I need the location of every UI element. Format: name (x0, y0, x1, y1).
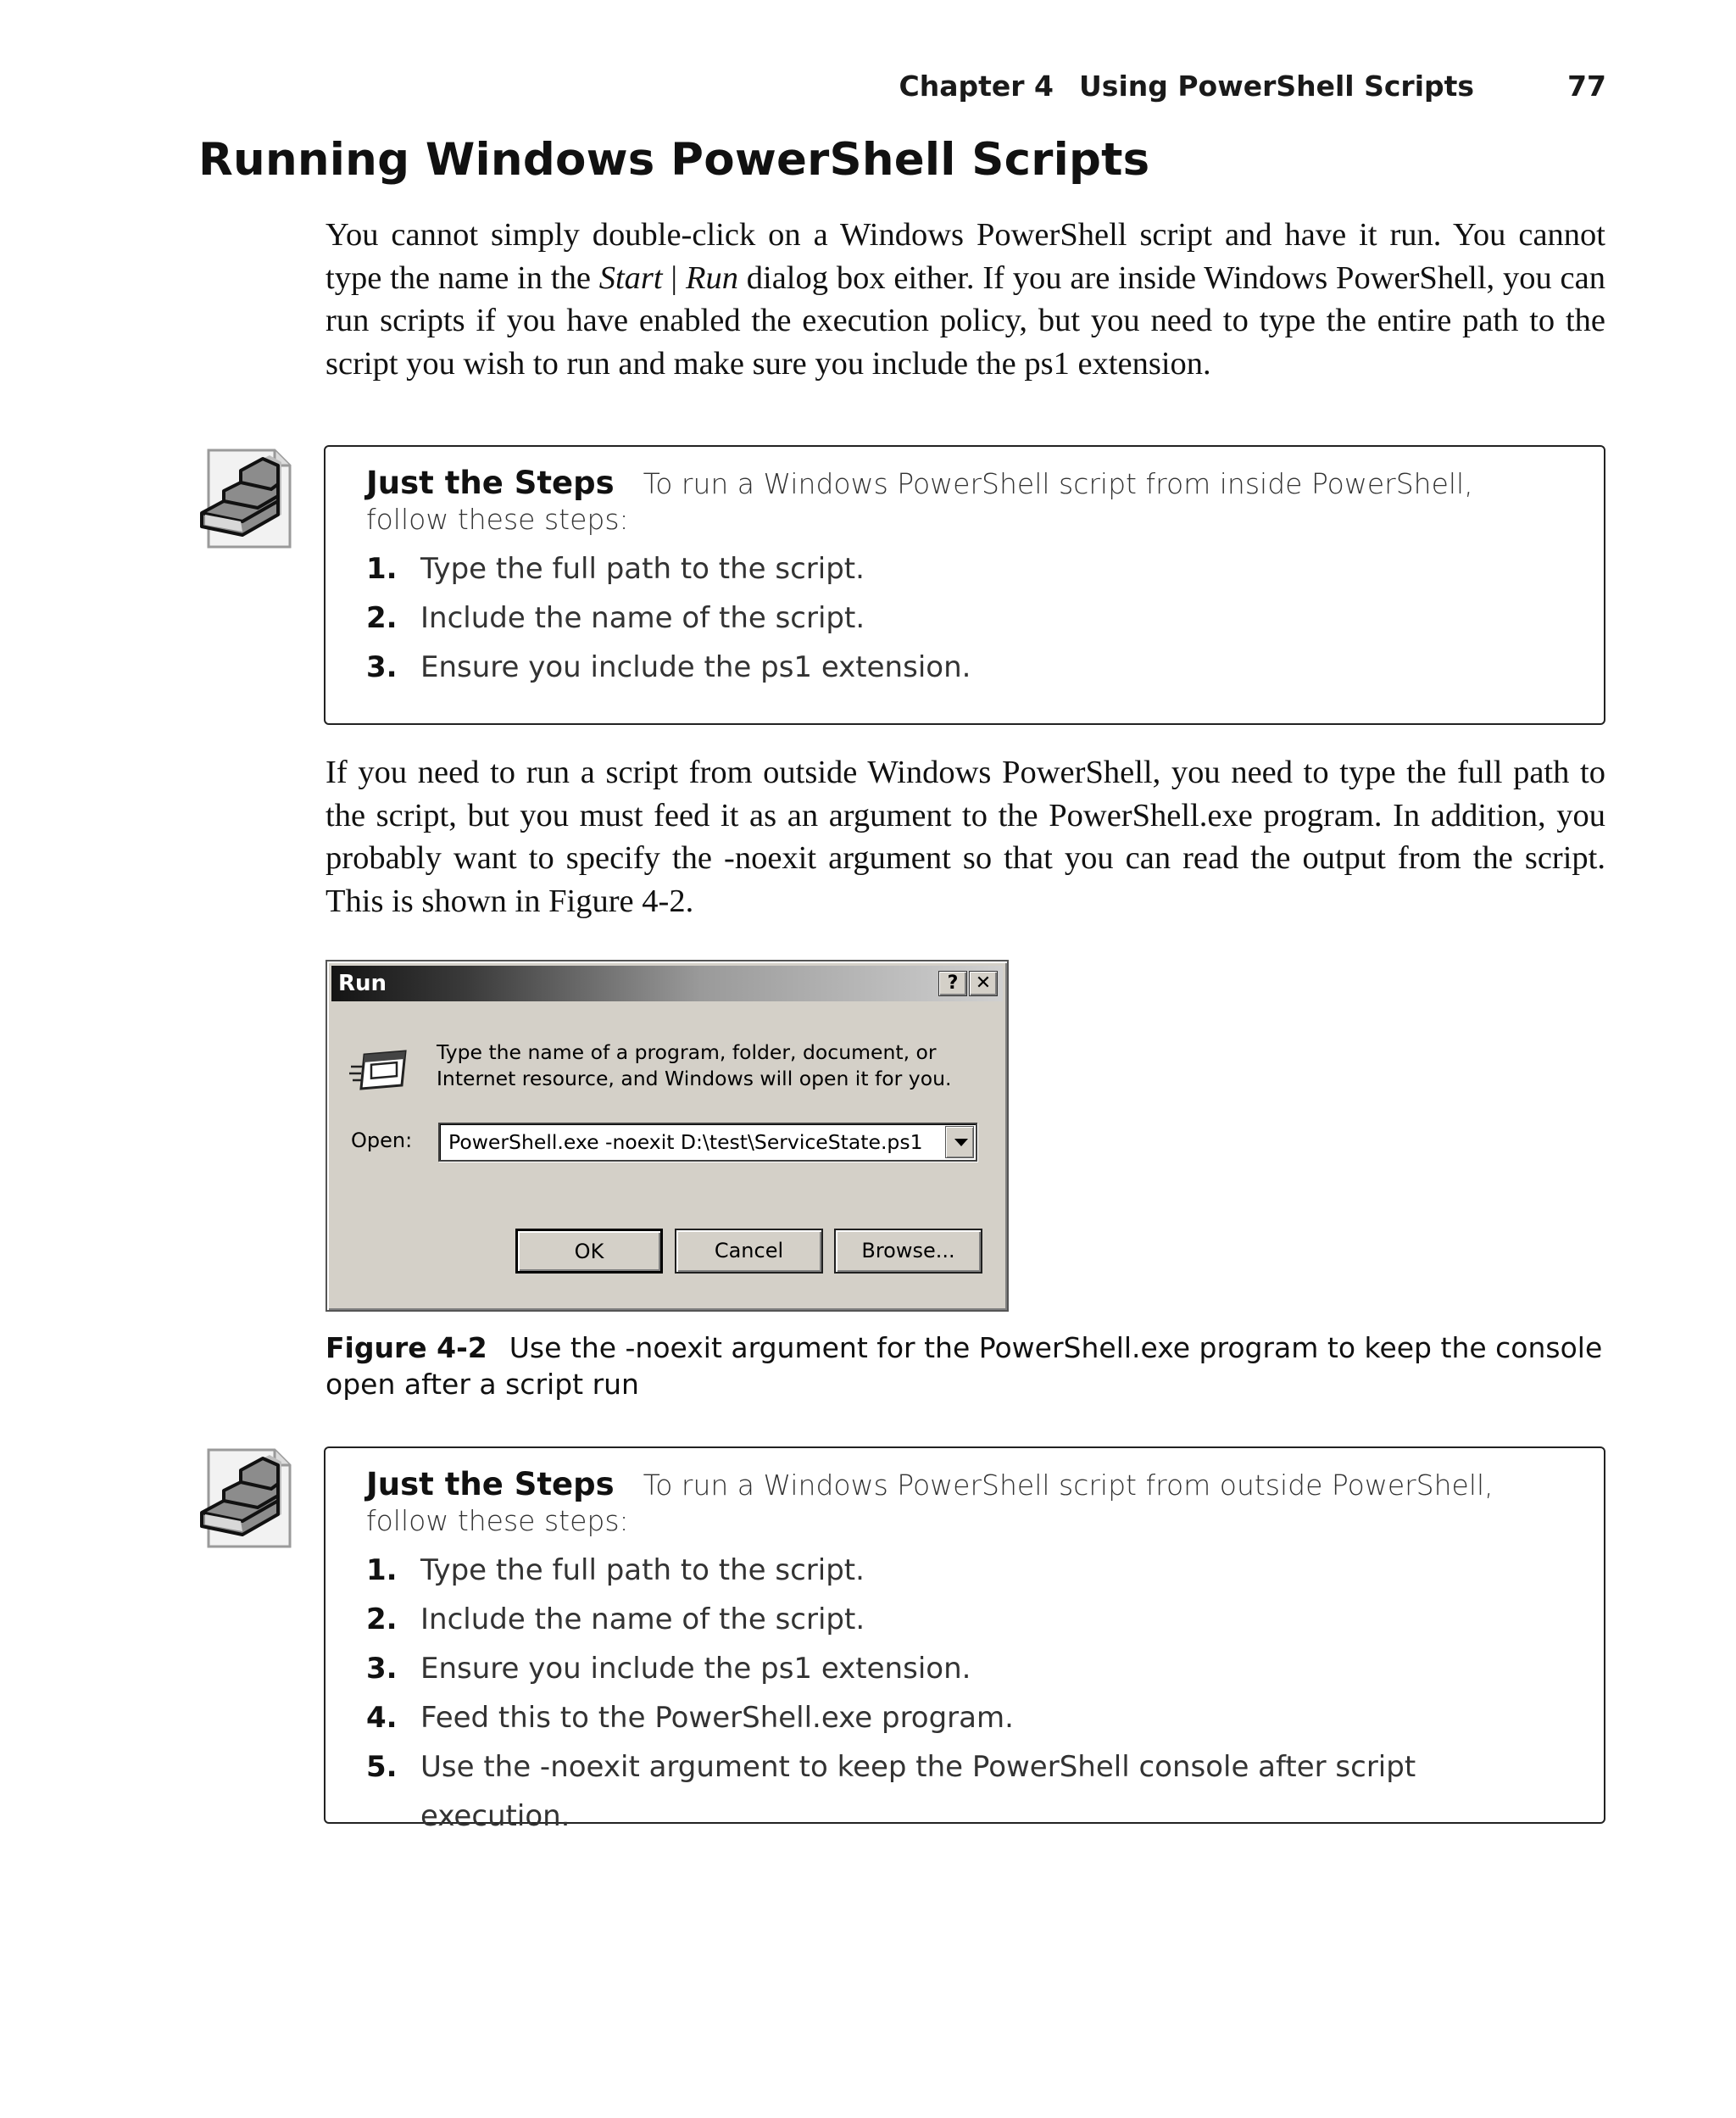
close-button[interactable]: ✕ (969, 971, 998, 996)
list-item (366, 1644, 1553, 1693)
step-text: Include the name of the script. (420, 601, 865, 635)
list-item (366, 594, 1553, 643)
staircase-icon (193, 1446, 295, 1550)
steps-label: Just the Steps (366, 1466, 615, 1502)
step-text: Type the full path to the script. (420, 1553, 865, 1587)
step-text: Type the full path to the script. (420, 552, 865, 586)
just-the-steps-box-inside (324, 445, 1605, 725)
help-button[interactable]: ? (938, 971, 967, 996)
step-text: Ensure you include the ps1 extension. (420, 650, 971, 684)
chapter-number: Chapter 4 (899, 70, 1054, 103)
steps-list (366, 544, 1553, 692)
steps-intro (366, 1467, 1553, 1539)
open-combobox[interactable] (438, 1123, 977, 1162)
open-label: Open: (351, 1129, 413, 1152)
body-paragraph-2: If you need to run a script from outside Windows PowerShell, you need to type the full path to the script, but you must feed it as an argument to the PowerShell.exe program. In addition, you probably want to specify the -noexit argument so that you can read the output from the script. This is shown in Figure 4-2. (326, 755, 1605, 919)
chapter-title: Using PowerShell Scripts (1079, 70, 1475, 103)
step-number: 5. (366, 1750, 398, 1784)
steps-intro-text: To run a Windows PowerShell script from inside PowerShell, follow these steps: (366, 467, 1473, 536)
list-item (366, 1742, 1553, 1841)
step-number: 3. (366, 1652, 398, 1686)
steps-label: Just the Steps (366, 465, 615, 501)
list-item (366, 544, 1553, 594)
figure-caption (326, 1329, 1614, 1402)
list-item (366, 643, 1553, 692)
p1-start-menu: Start (598, 259, 663, 296)
step-text: Include the name of the script. (420, 1602, 865, 1636)
browse-button[interactable]: Browse... (834, 1229, 982, 1274)
step-number: 4. (366, 1701, 398, 1735)
p1-separator: | (662, 259, 686, 296)
chevron-down-icon[interactable] (945, 1126, 974, 1158)
staircase-icon (193, 447, 295, 550)
step-number: 1. (366, 552, 398, 586)
step-number: 2. (366, 1602, 398, 1636)
dialog-titlebar (331, 966, 1003, 1001)
running-head (899, 70, 1606, 103)
step-number: 2. (366, 601, 398, 635)
step-number: 3. (366, 650, 398, 684)
step-number: 1. (366, 1553, 398, 1587)
section-title: Running Windows PowerShell Scripts (198, 134, 1150, 186)
open-input-value[interactable]: PowerShell.exe -noexit D:\test\ServiceState.ps1 (448, 1130, 923, 1154)
ok-button[interactable]: OK (515, 1229, 663, 1274)
list-item (366, 1546, 1553, 1595)
steps-list (366, 1546, 1553, 1841)
list-item (366, 1693, 1553, 1742)
step-text: Feed this to the PowerShell.exe program. (420, 1701, 1014, 1735)
dialog-description: Type the name of a program, folder, document, or Internet resource, and Windows will open it for you. (437, 1040, 952, 1090)
dialog-title: Run (338, 971, 387, 996)
p1-run-item: Run (685, 259, 738, 296)
run-dialog-figure (326, 960, 1009, 1312)
list-item (366, 1595, 1553, 1644)
steps-intro (366, 465, 1553, 538)
steps-intro-text: To run a Windows PowerShell script from outside PowerShell, follow these steps: (366, 1469, 1494, 1537)
p1-text-a: You cannot simply double-click on a Windows PowerShell script and have it run. You cannot type the name in the (326, 217, 1605, 296)
figure-caption-text: Use the -noexit argument for the PowerShell.exe program to keep the console open after a script run (326, 1331, 1603, 1401)
step-text: Ensure you include the ps1 extension. (420, 1652, 971, 1686)
body-paragraph-1 (326, 214, 1605, 385)
run-program-icon (349, 1048, 409, 1092)
just-the-steps-box-outside (324, 1446, 1605, 1833)
page-number: 77 (1567, 70, 1606, 103)
step-text: Use the -noexit argument to keep the PowerShell console after script execution. (420, 1750, 1416, 1833)
figure-label: Figure 4-2 (326, 1331, 487, 1364)
p1-text-b: dialog box either. If you are inside Windows PowerShell, you can run scripts if you have enabled the execution policy, but you need to type the entire path to the script you wish to run and make sure you include the ps1 extension. (326, 259, 1605, 382)
cancel-button[interactable]: Cancel (675, 1229, 823, 1274)
